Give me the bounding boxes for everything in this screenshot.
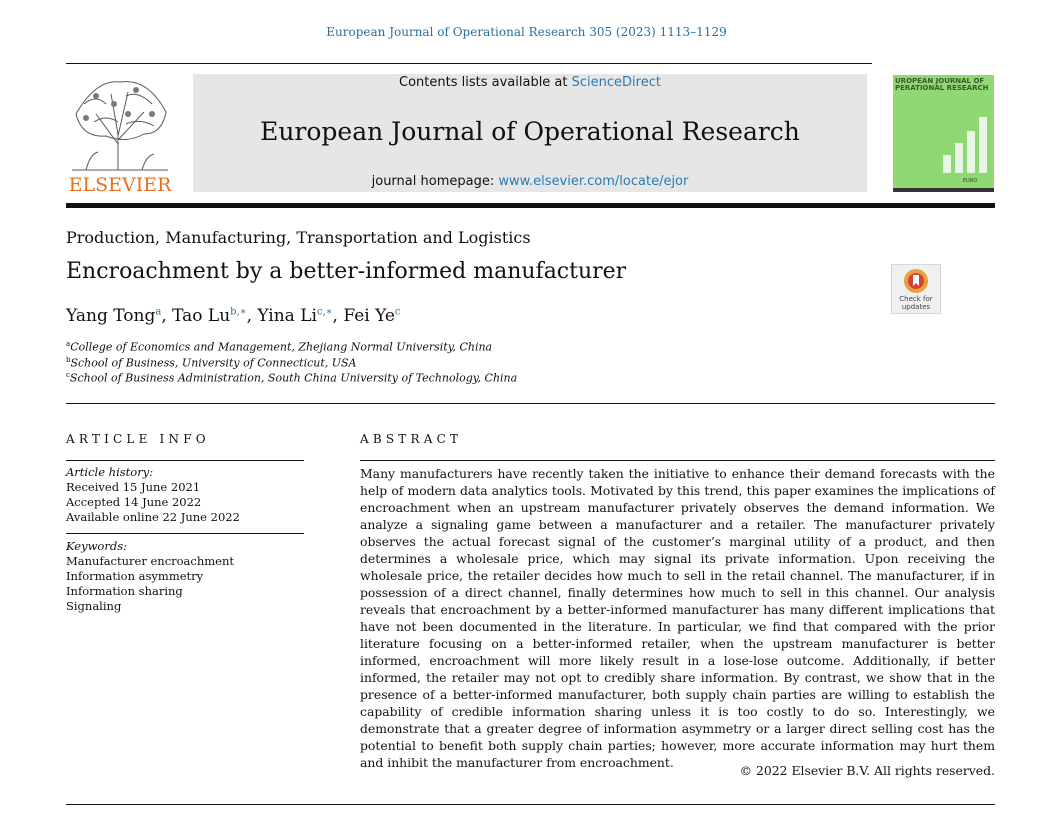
cover-graphic-icon <box>933 105 993 175</box>
cover-title-line1: UROPEAN JOURNAL OF <box>895 77 985 85</box>
affiliation-sup: b <box>66 356 71 364</box>
abstract-heading: ABSTRACT <box>360 432 463 446</box>
check-updates-line2: updates <box>901 303 931 311</box>
accepted-date: Accepted 14 June 2022 <box>66 495 202 509</box>
affiliation-text: College of Economics and Management, Zhejiang Normal University, China <box>70 340 493 354</box>
keyword: Information asymmetry <box>66 569 204 583</box>
cover-top-strip <box>893 65 994 75</box>
copyright: © 2022 Elsevier B.V. All rights reserved. <box>739 763 995 778</box>
author-name[interactable]: Fei Ye <box>343 306 395 326</box>
keyword: Signaling <box>66 599 122 613</box>
author-name[interactable]: Yina Li <box>257 306 317 326</box>
cover-label: EURO <box>963 178 978 184</box>
check-for-updates-button[interactable] <box>891 264 941 314</box>
contents-line <box>193 75 867 90</box>
affiliation-text: School of Business, University of Connecticut, USA <box>70 356 357 370</box>
author-sup[interactable]: a <box>155 306 162 318</box>
author-sup[interactable]: c <box>394 306 401 318</box>
info-rule <box>66 533 304 534</box>
section-name: Production, Manufacturing, Transportation and Logistics <box>66 228 531 247</box>
abstract-text: Many manufacturers have recently taken the initiative to enhance their demand forecasts with the help of modern data analytics tools. Motivated by this trend, this paper examines the implications of encroachment when an upstream manufacturer privately observes the demand information. We analyze a signaling game between a manufacturer and a retailer. The manufacturer privately observes the actual forecast signal of the customer’s marginal utility of a product, and then determines a wholesale price, which may signal its private information. Upon receiving the wholesale price, the retailer decides how much to sell in the retail channel. The manufacturer, if in possession of a direct channel, finally determines how much to sell in this channel. Our analysis reveals that encroachment by a better-informed manufacturer has many different implications that have not been documented in the literature. In particular, we find that compared with the prior literature focusing on a better-informed retailer, when the upstream manufacturer is better informed, encroachment will more likely result in a lose-lose outcome. Additionally, if better informed, the retailer may not opt to credibly share information. By contrast, we show that in the presence of a better-informed manufacturer, both supply chain parties are willing to establish the capability of credible information sharing unless it is too costly to do so. Interestingly, we demonstrate that a greater degree of information asymmetry or a larger direct selling cost has the potential to benefit both supply chain parties; however, more accurate information may hurt them and inhibit the manufacturer from encroachment. <box>360 466 995 770</box>
check-updates-icon <box>903 268 929 294</box>
keyword: Information sharing <box>66 584 183 598</box>
keyword: Manufacturer encroachment <box>66 554 234 568</box>
affiliation <box>66 340 492 354</box>
homepage-prefix: journal homepage: <box>371 174 499 189</box>
check-updates-label <box>892 295 940 311</box>
cover-bottom-strip <box>893 188 994 192</box>
elsevier-logo[interactable] <box>66 74 174 194</box>
author-sup[interactable]: c,∗ <box>316 306 333 318</box>
info-rule <box>66 460 304 461</box>
affiliation-text: School of Business Administration, South China University of Technology, China <box>69 371 518 385</box>
keywords-label: Keywords: <box>66 539 127 553</box>
author-name[interactable]: Tao Lu <box>172 306 231 326</box>
keyword-list <box>66 554 234 614</box>
affiliation-sup: c <box>66 371 70 379</box>
homepage-link[interactable]: www.elsevier.com/locate/ejor <box>498 174 689 189</box>
affiliation <box>66 371 517 385</box>
top-rule <box>66 63 872 64</box>
affiliation <box>66 356 357 370</box>
contents-prefix: Contents lists available at <box>399 75 572 90</box>
author-name[interactable]: Yang Tong <box>66 306 156 326</box>
author-list: Yang Tong$^a$, Tao $Lu^{b,∗}$, Yina $Li^{c,∗}$, Fei Ye$^c$ <box>66 306 401 326</box>
cover-title-line2: PERATIONAL RESEARCH <box>895 84 989 92</box>
bottom-rule <box>66 804 995 805</box>
journal-cover[interactable] <box>893 65 994 192</box>
elsevier-wordmark: ELSEVIER <box>68 174 172 194</box>
thick-rule <box>66 203 995 208</box>
affiliation-sup: a <box>66 340 71 348</box>
journal-title: European Journal of Operational Research <box>260 117 800 146</box>
mid-rule <box>66 403 995 404</box>
cover-title <box>895 78 993 92</box>
available-date: Available online 22 June 2022 <box>66 510 240 524</box>
author-sup[interactable]: b,∗ <box>230 306 247 318</box>
elsevier-tree-icon <box>66 74 174 194</box>
article-info-heading: ARTICLE INFO <box>66 432 210 446</box>
sciencedirect-link[interactable]: ScienceDirect <box>571 75 661 90</box>
received-date: Received 15 June 2021 <box>66 480 201 494</box>
article-title: Encroachment by a better-informed manufacturer <box>66 259 627 284</box>
check-updates-line1: Check for <box>899 295 933 303</box>
homepage-line <box>193 174 867 189</box>
journal-citation[interactable]: European Journal of Operational Research 305 (2023) 1113–1129 <box>326 25 727 39</box>
abstract-rule <box>360 460 995 461</box>
history-label: Article history: <box>66 465 154 479</box>
